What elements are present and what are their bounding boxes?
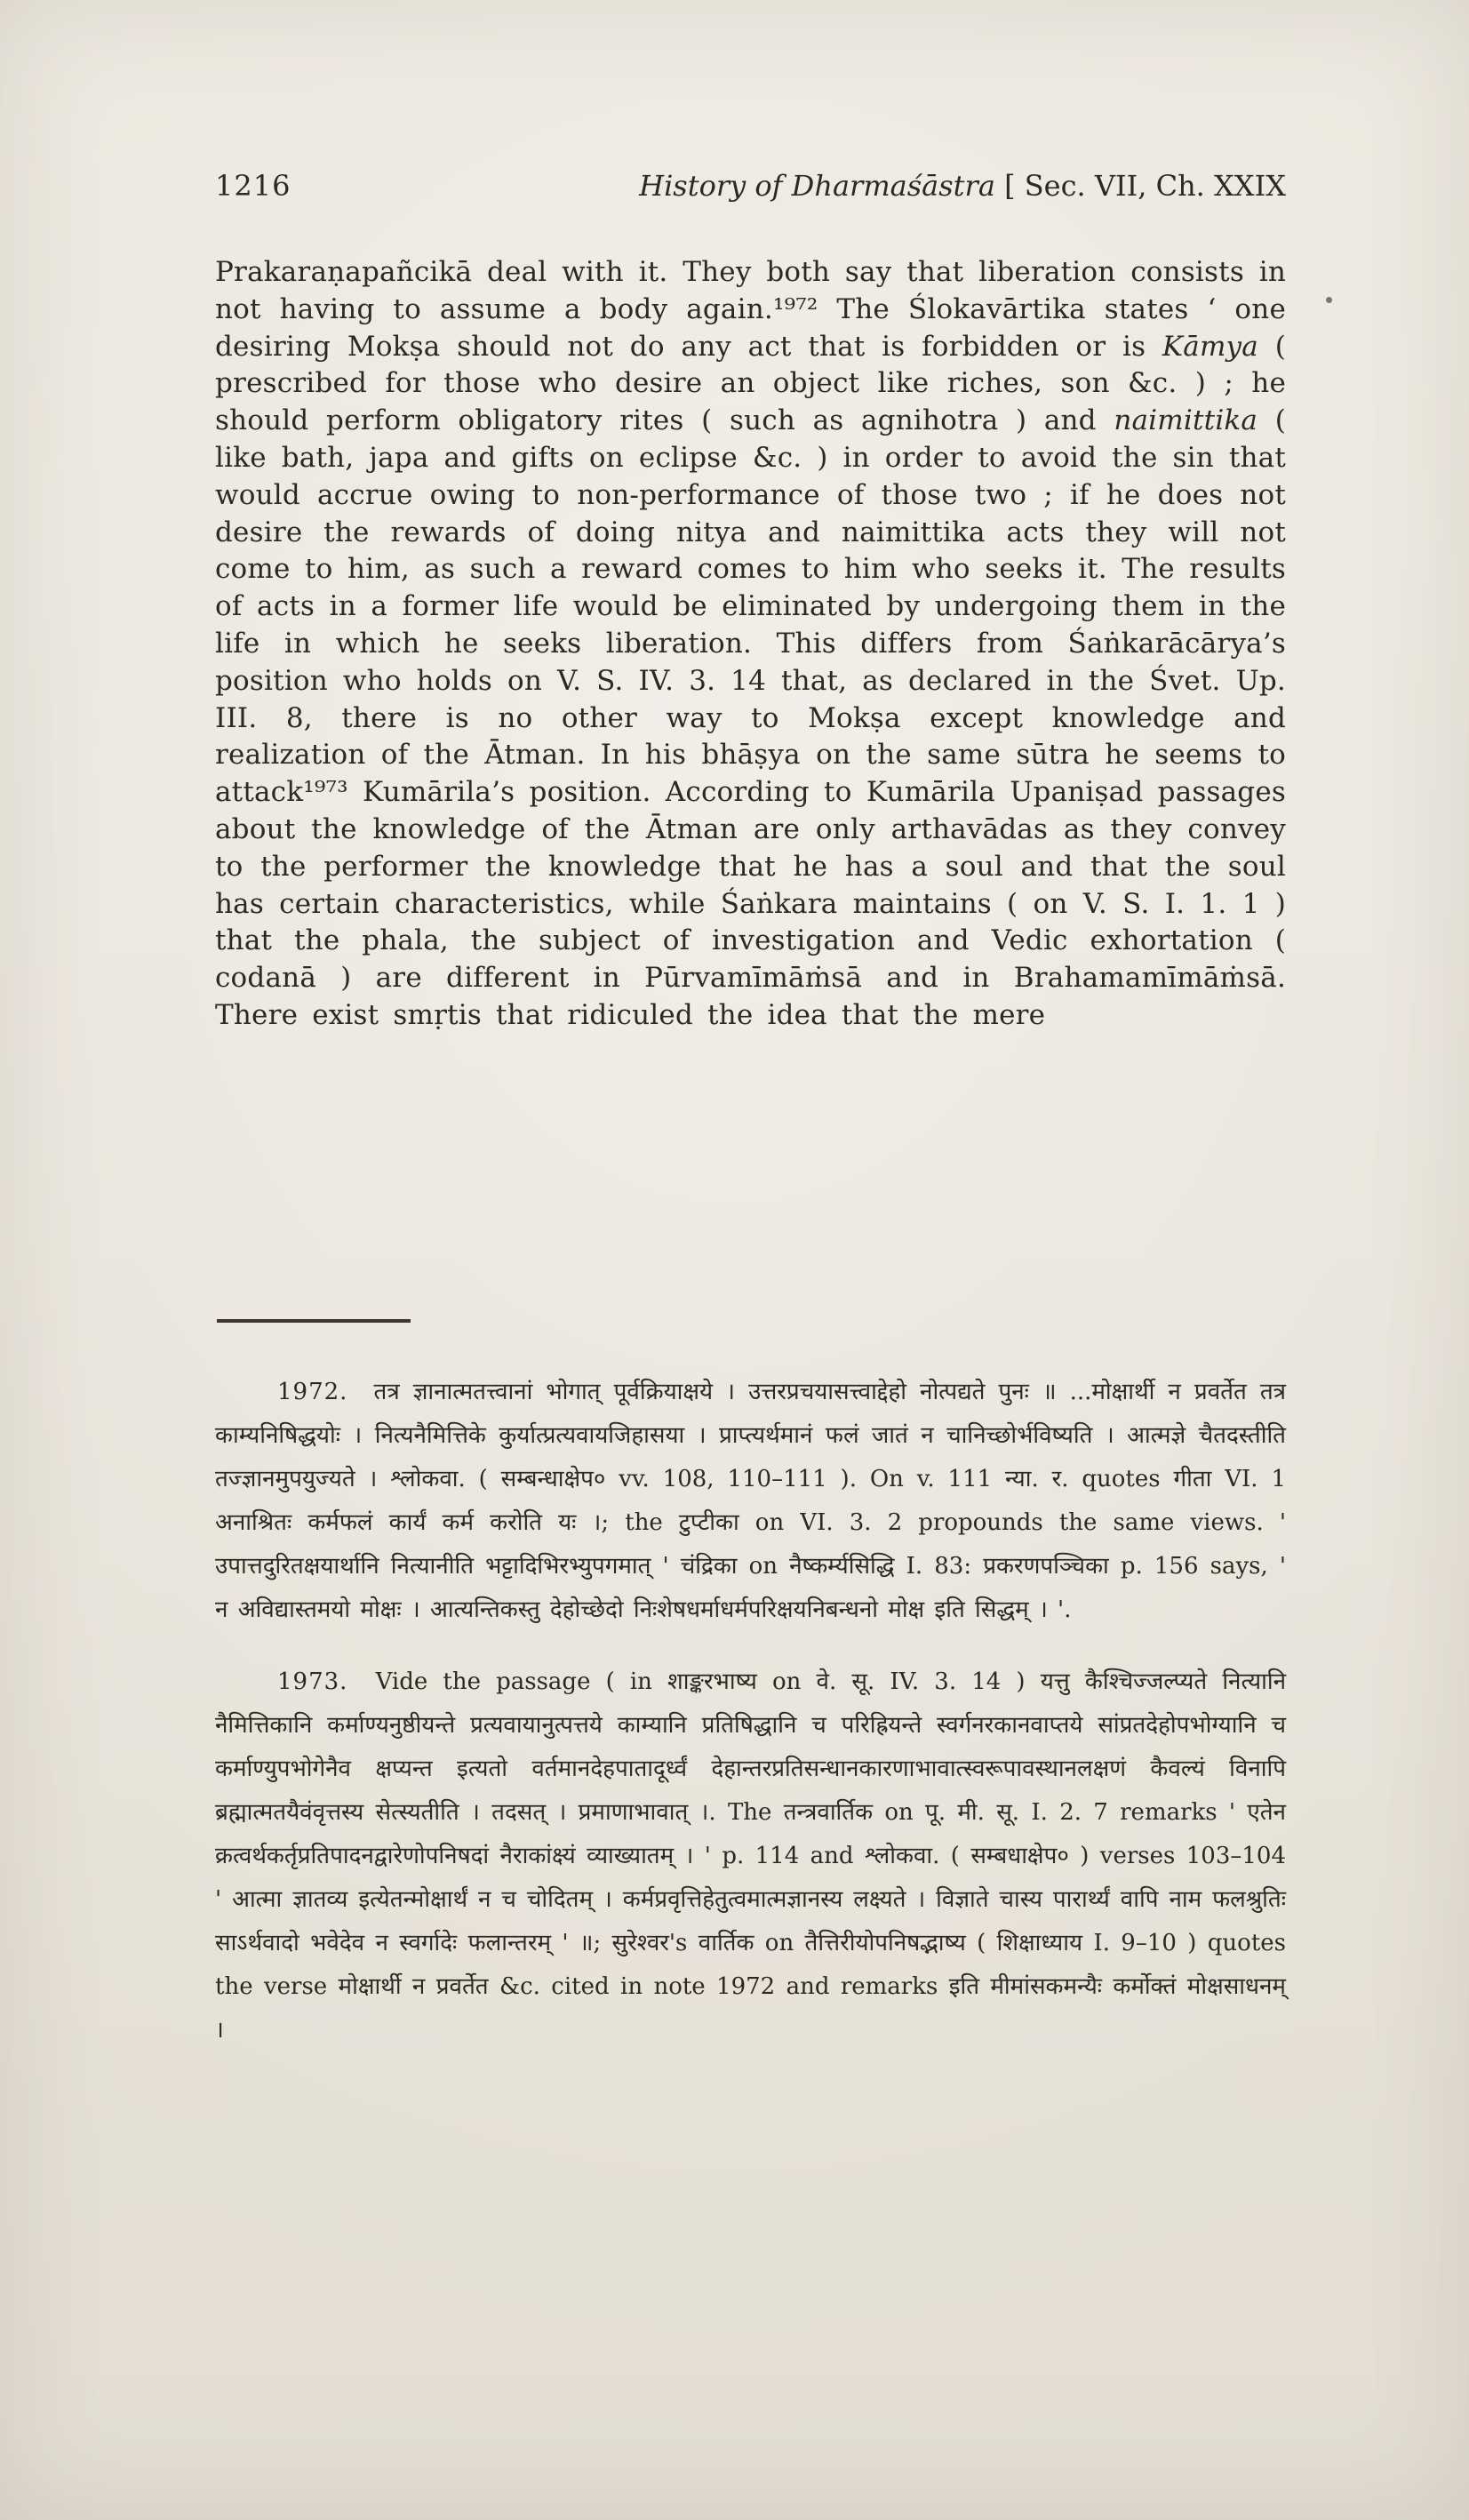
footnote-text: Vide the passage ( in शाङ्करभाष्य on वे. सू. IV. 3. 14 ) यत्तु कैश्चिज्जल्प्यते नित्यानि नैमित्तिकानि कर्माण्यनुष्ठीयन्ते प्रत्यवायानुत्पत्तये काम्यानि प्रतिषिद्धानि च परिह्रियन्ते स्वर्गनरकानवाप्तये सांप्रतदेहोपभोग्यानि च कर्माण्युपभोगेनैव क्षप्यन्त इत्यतो वर्तमानदेहपातादूर्ध्वं देहान्तरप्रतिसन्धानकारणाभावात्स्वरूपावस्थानलक्षणं कैवल्यं विनापि ब्रह्मात्मतयैवंवृत्तस्य सेत्स्यतीति । तदसत् । प्रमाणाभावात् ।. The तन्त्रवार्तिक on पू. मी. सू. I. 2. 7 remarks ' एतेन क्रत्वर्थकर्तृप्रतिपादनद्वारेणोपनिषदां नैराकांक्ष्यं व्याख्यातम् । ' p. 114 and श्लोकवा. ( सम्बधाक्षेप० ) verses 103–104 ' आत्मा ज्ञातव्य इत्येतन्मोक्षार्थं न च चोदितम् । कर्मप्रवृत्तिहेतुत्वमात्मज्ञानस्य लक्ष्यते । विज्ञाते चास्य पारार्थ्यं वापि नाम फलश्रुतिः साऽर्थवादो भवेदेव न स्वर्गादेः फलान्तरम् ' ॥; सुरेश्वर's वार्तिक on तैत्तिरीयोपनिषद्भाष्य ( शिक्षाध्याय I. 9–10 ) quotes the verse मोक्षार्थी न प्रवर्तेत &c. cited in note 1972 and remarks इति मीमांसकमन्यैः कर्मोक्तं मोक्षसाधनम् । (215, 1668, 1287, 2044)
footnote-1972 (215, 1371, 1286, 1632)
running-title-book: History of Dharmaśāstra (639, 169, 995, 203)
running-title-section: [ Sec. VII, Ch. XXIX (994, 169, 1286, 203)
footnote-1973 (215, 1660, 1286, 2052)
body-paragraph: Prakaraṇapañcikā deal with it. They both say that liberation consists in not having to assume a body again.¹⁹⁷² The Ślokavārtika states ‘ one desiring Mokṣa should not do any act that is forbidden or is Kāmya ( prescribed for those who desire an object like riches, son &c. ) ; he should perform obligatory rites ( such as agnihotra ) and naimittika ( like bath, japa and gifts on eclipse &c. ) in order to avoid the sin that would accrue owing to non-performance of those two ; if he does not desire the rewards of doing nitya and naimittika acts they will not come to him, as such a reward comes to him who seeks it. The results of acts in a former life would be eliminated by undergoing them in the life in which he seeks liberation. This differs from Śaṅkarācārya’s position who holds on V. S. IV. 3. 14 that, as declared in the Śvet. Up. III. 8, there is no other way to Mokṣa except knowledge and realization of the Ātman. In his bhāṣya on the same sūtra he seems to attack¹⁹⁷³ Kumārila’s position. According to Kumārila Upaniṣad passages about the knowledge of the Ātman are only arthavādas as they convey to the performer the knowledge that he has a soul and that the soul has certain characteristics, while Śaṅkara maintains ( on V. S. I. 1. 1 ) that the phala, the subject of investigation and Vedic exhortation ( codanā ) are different in Pūrvamīmāṁsā and in Brahamamīmāṁsā. There exist smṛtis that ridiculed the idea that the mere (215, 256, 1286, 1031)
scan-speck (1326, 297, 1332, 303)
footnote-separator-rule (217, 1319, 411, 1323)
page-header (215, 169, 1286, 203)
running-title (639, 169, 1286, 203)
footnote-number: 1973. (277, 1668, 348, 1695)
footnote-text: तत्र ज्ञानात्मतत्त्वानां भोगात् पूर्वक्रियाक्षये । उत्तरप्रचयासत्त्वाद्देहो नोत्पद्यते पुनः ॥ ...मोक्षार्थी न प्रवर्तेत तत्र काम्यनिषिद्धयोः । नित्यनैमित्तिके कुर्यात्प्रत्यवायजिहासया । प्राप्त्यर्थमानं फलं जातं न चानिच्छोर्भविष्यति । आत्मज्ञे चैतदस्तीति तज्ज्ञानमुपयुज्यते । श्लोकवा. ( सम्बन्धाक्षेप० vv. 108, 110–111 ). On v. 111 न्या. र. quotes गीता VI. 1 अनाश्रितः कर्मफलं कार्यं कर्म करोति यः ।; the टुप्टीका on VI. 3. 2 propounds the same views. ' उपात्तदुरितक्षयार्थानि नित्यानीति भट्टादिभिरभ्युपगमात् ' चंद्रिका on नैष्कर्म्यसिद्धि I. 83: प्रकरणपञ्चिका p. 156 says, ' न अविद्यास्तमयो मोक्षः । आत्यन्तिकस्तु देहोच्छेदो निःशेषधर्माधर्मपरिक्षयनिबन्धनो मोक्ष इति सिद्धम् । '. (215, 1379, 1287, 1623)
footnote-number: 1972. (277, 1379, 348, 1405)
footnotes-section (215, 1371, 1286, 2052)
page-number: 1216 (215, 169, 291, 203)
